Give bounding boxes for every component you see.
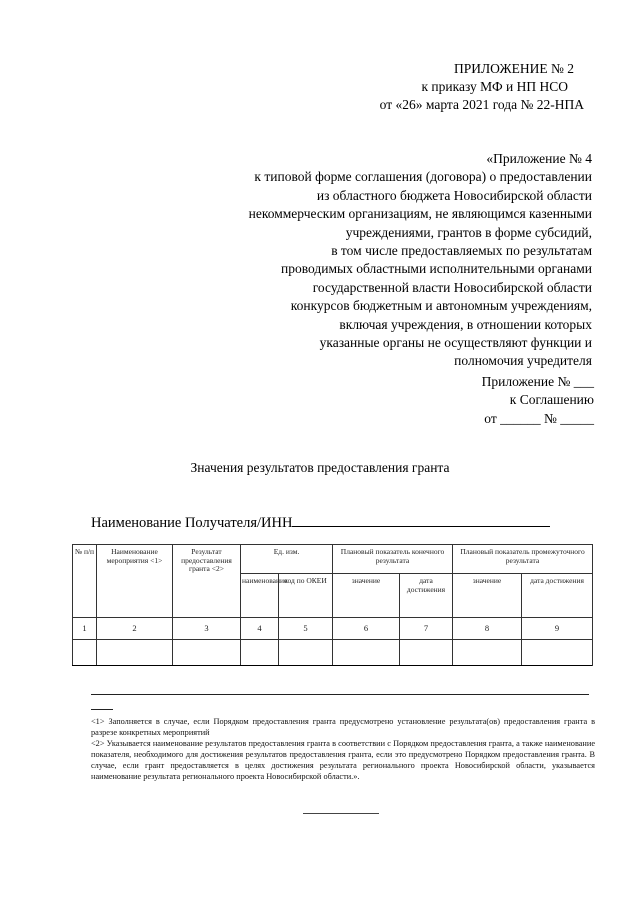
column-number: 2: [97, 618, 173, 640]
results-table: [72, 544, 593, 666]
end-rule: [303, 813, 379, 814]
separator-rule: [91, 694, 589, 695]
header-inter-value: значение: [453, 574, 522, 618]
footnote-2: <2> Указывается наименование результатов предоставления гранта в соответствии с Порядком предоставления гранта, а также наименование показателя, необходимого для достижения результатов предоставления гранта, если это предусмотрено Порядком предоставления гранта. В случае, если грант предоставляется в целях достижения результата регионального проекта Новосибирской области, указывается наименование результата регионального проекта Новосибирской области.».: [91, 739, 595, 781]
column-number: 7: [400, 618, 453, 640]
table-cell[interactable]: [400, 640, 453, 666]
header-unit: Ед. изм.: [241, 545, 333, 574]
appendix-line: указанные органы не осуществляют функции и: [319, 335, 592, 351]
page-title: Значения результатов предоставления гранта: [190, 460, 450, 475]
table-cell[interactable]: [453, 640, 522, 666]
column-number: 1: [73, 618, 97, 640]
appendix-line: к типовой форме соглашения (договора) о предоставлении: [254, 169, 592, 185]
table-bottom-rule: [72, 665, 592, 666]
column-number: 9: [522, 618, 593, 640]
table-cell[interactable]: [279, 640, 333, 666]
table-cell[interactable]: [173, 640, 241, 666]
table-cell[interactable]: [333, 640, 400, 666]
table-cell[interactable]: [73, 640, 97, 666]
appendix-line: в том числе предоставляемых по результатам: [331, 243, 592, 259]
table-cell[interactable]: [97, 640, 173, 666]
header-final: Плановый показатель конечного результата: [333, 545, 453, 574]
header-final-value: значение: [333, 574, 400, 618]
appendix-line: включая учреждения, в отношении которых: [339, 316, 592, 332]
footnote-1: <1> Заполняется в случае, если Порядком предоставления гранта предусмотрено установление результата(ов) предоставления гранта в разрезе конкретных мероприятий: [91, 717, 595, 737]
header-unit-okei: код по ОКЕИ: [279, 574, 333, 618]
agreement-ref: [482, 373, 594, 428]
header-intermediate: Плановый показатель промежуточного результата: [453, 545, 593, 574]
agreement-date-number: от ______ № _____: [484, 410, 594, 426]
header-result: Результат предоставления гранта <2>: [173, 545, 241, 618]
appendix-line: полномочия учредителя: [454, 353, 592, 369]
appendix-line: из областного бюджета Новосибирской области: [316, 187, 592, 203]
table-cell[interactable]: [241, 640, 279, 666]
footnotes: [91, 716, 595, 782]
recipient-input-line[interactable]: [292, 511, 550, 527]
appendix-line: государственной власти Новосибирской области: [312, 279, 592, 295]
column-number: 3: [173, 618, 241, 640]
header-num: № п/п: [73, 545, 97, 618]
footnote-rule: [91, 709, 113, 710]
table-row: [73, 640, 593, 666]
column-number: 6: [333, 618, 400, 640]
appendix-line: проводимых областными исполнительными органами: [281, 261, 592, 277]
attachment-header: [379, 60, 584, 114]
agreement-appendix-number: Приложение № ___: [481, 374, 594, 389]
agreement-label: к Соглашению: [509, 392, 594, 408]
header-final-date: дата достижения: [400, 574, 453, 618]
appendix-line: некоммерческим организациям, не являющимся казенными: [248, 206, 592, 222]
recipient-line: [91, 511, 550, 532]
header-unit-name: наименование: [241, 574, 279, 618]
header-inter-date: дата достижения: [522, 574, 593, 618]
column-number: 4: [241, 618, 279, 640]
appendix-line: «Приложение № 4: [486, 151, 592, 166]
attachment-order: к приказу МФ и НП НСО: [421, 79, 568, 94]
header-event: Наименование мероприятия <1>: [97, 545, 173, 618]
column-number: 5: [279, 618, 333, 640]
column-number: 8: [453, 618, 522, 640]
table-cell[interactable]: [522, 640, 593, 666]
appendix-line: конкурсов бюджетным и автономным учреждениям,: [290, 298, 592, 314]
appendix-line: учреждениями, грантов в форме субсидий,: [345, 224, 592, 240]
attachment-title: ПРИЛОЖЕНИЕ № 2: [453, 61, 574, 76]
appendix-block: [249, 150, 592, 371]
recipient-label: Наименование Получателя/ИНН: [91, 515, 293, 531]
attachment-date: от «26» марта 2021 года № 22-НПА: [379, 97, 584, 112]
